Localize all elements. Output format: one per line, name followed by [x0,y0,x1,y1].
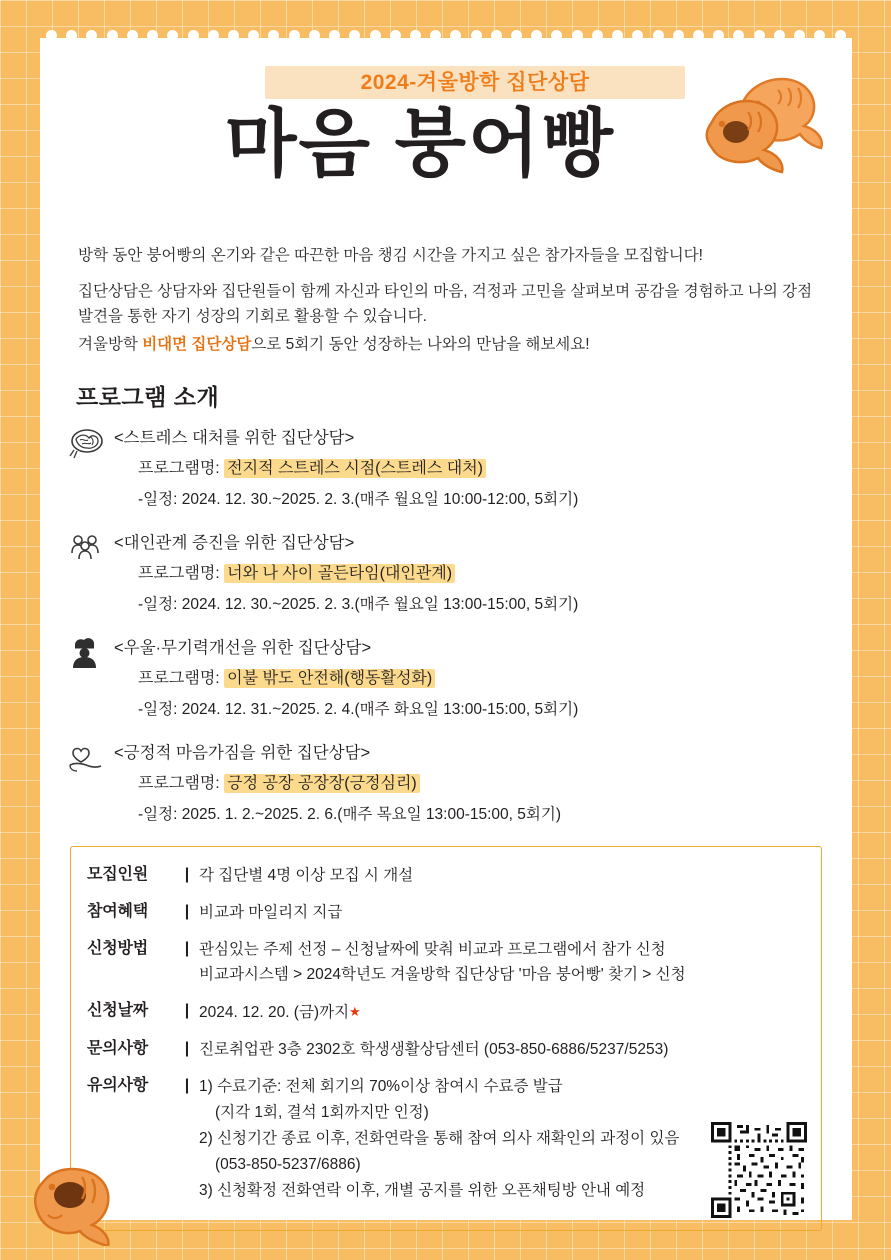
details-box [70,846,822,1231]
brain-icon [68,426,106,460]
poster-subtitle: 2024-겨울방학 집단상담 [360,71,590,94]
program-name-label: 프로그램명: [138,670,225,687]
detail-value: 비교과 마일리지 지급 [199,904,343,921]
program-name-label: 프로그램명: [138,565,225,582]
program-item [40,741,852,827]
detail-row-capacity [87,863,805,888]
program-date: -일정: 2024. 12. 30.~2025. 2. 3.(매주 월요일 13:00-15:00, 5회기) [138,596,579,613]
program-name-row [138,667,852,691]
detail-row-how-to-apply [87,937,805,987]
program-date: -일정: 2025. 1. 2.~2025. 2. 6.(매주 목요일 13:00-15:00, 5회기) [138,806,561,823]
detail-value [191,937,805,987]
detail-row-benefits [87,900,805,925]
qr-code[interactable] [711,1122,807,1218]
detail-row-contact [87,1037,805,1062]
detail-row-notes [87,1074,805,1204]
program-name-row [138,457,852,481]
program-date: -일정: 2024. 12. 31.~2025. 2. 4.(매주 화요일 13:00-15:00, 5회기) [138,701,579,718]
program-name: 너와 나 사이 골든타임(대인관계) [224,564,455,583]
note-line: 2) 신청기간 종료 이후, 전화연락을 통해 참여 의사 재확인의 과정이 있음 [199,1130,680,1147]
detail-value [191,999,805,1025]
note-line: 3) 신청확정 전화연락 이후, 개별 공지를 위한 오픈채팅방 안내 예정 [199,1182,646,1199]
program-item [40,531,852,617]
program-title: <스트레스 대처를 위한 집단상담> [114,429,355,447]
intro-highlight: 비대면 집단상담 [142,336,252,353]
poster-header [40,38,852,243]
detail-value-line: 2024. 12. 20. (금)까지 [199,1004,350,1021]
program-item [40,426,852,512]
detail-label: 문의사항 | [87,1037,191,1061]
program-title: <우울·무기력개선을 위한 집단상담> [114,639,372,657]
detail-label: 참여혜택 | [87,900,191,924]
program-date: -일정: 2024. 12. 30.~2025. 2. 3.(매주 월요일 10:00-12:00, 5회기) [138,491,579,508]
people-icon [68,531,106,565]
program-name-row [138,562,852,586]
detail-label: 신청날짜 | [87,999,191,1023]
intro-pre: 겨울방학 [78,336,143,353]
star-icon: ★ [349,1004,361,1019]
detail-label: 신청방법 | [87,937,191,961]
program-name: 전지적 스트레스 시점(스트레스 대처) [224,459,486,478]
note-line: (지각 1회, 결석 1회까지만 인정) [215,1104,429,1121]
intro-post: 으로 5회기 동안 성장하는 나와의 만남을 해보세요! [251,336,590,353]
program-name-row [138,772,852,796]
program-name-label: 프로그램명: [138,775,225,792]
program-name: 긍정 공장 공장장(긍정심리) [224,774,420,793]
detail-value: 각 집단별 4명 이상 모집 시 개설 [199,867,414,884]
detail-row-apply-date [87,999,805,1025]
fish-bread-icon [678,60,828,180]
detail-value: 진로취업관 3층 2302호 학생생활상담센터 (053-850-6886/5237/5253) [199,1041,669,1058]
person-chef-icon [68,636,106,670]
fish-bread-bottom-icon [26,1151,146,1246]
program-name-label: 프로그램명: [138,460,225,477]
program-item [40,636,852,722]
program-title: <대인관계 증진을 위한 집단상담> [114,534,355,552]
section-title-programs: 프로그램 소개 [76,384,220,410]
note-line: (053-850-5237/6886) [215,1156,361,1173]
note-line: 1) 수료기준: 전체 회기의 70%이상 참여시 수료증 발급 [199,1078,563,1095]
hand-heart-icon [68,741,106,775]
detail-label: 모집인원 | [87,863,191,887]
intro-paragraph-3 [78,332,814,357]
intro-paragraph-2: 집단상담은 상담자와 집단원들이 함께 자신과 타인의 마음, 걱정과 고민을 살펴보며 공감을 경험하고 나의 강점 발견을 통한 자기 성장의 기회로 활용할 수 있습니다. [78,283,813,325]
program-title: <긍정적 마음가짐을 위한 집단상담> [114,744,371,762]
intro-section [40,243,852,357]
page-title: 마음 붕어빵 [225,102,615,185]
program-name: 이불 밖도 안전해(행동활성화) [224,669,435,688]
detail-label: 유의사항 | [87,1074,191,1098]
detail-value-line: 비교과시스템 > 2024학년도 겨울방학 집단상담 '마음 붕어빵' 찾기 > 신청 [199,966,686,983]
intro-paragraph-1: 방학 동안 붕어빵의 온기와 같은 따끈한 마음 챙김 시간을 가지고 싶은 참가자들을 모집합니다! [78,247,703,264]
detail-value-line: 관심있는 주제 선정 – 신청날짜에 맞춰 비교과 프로그램에서 참가 신청 [199,941,666,958]
